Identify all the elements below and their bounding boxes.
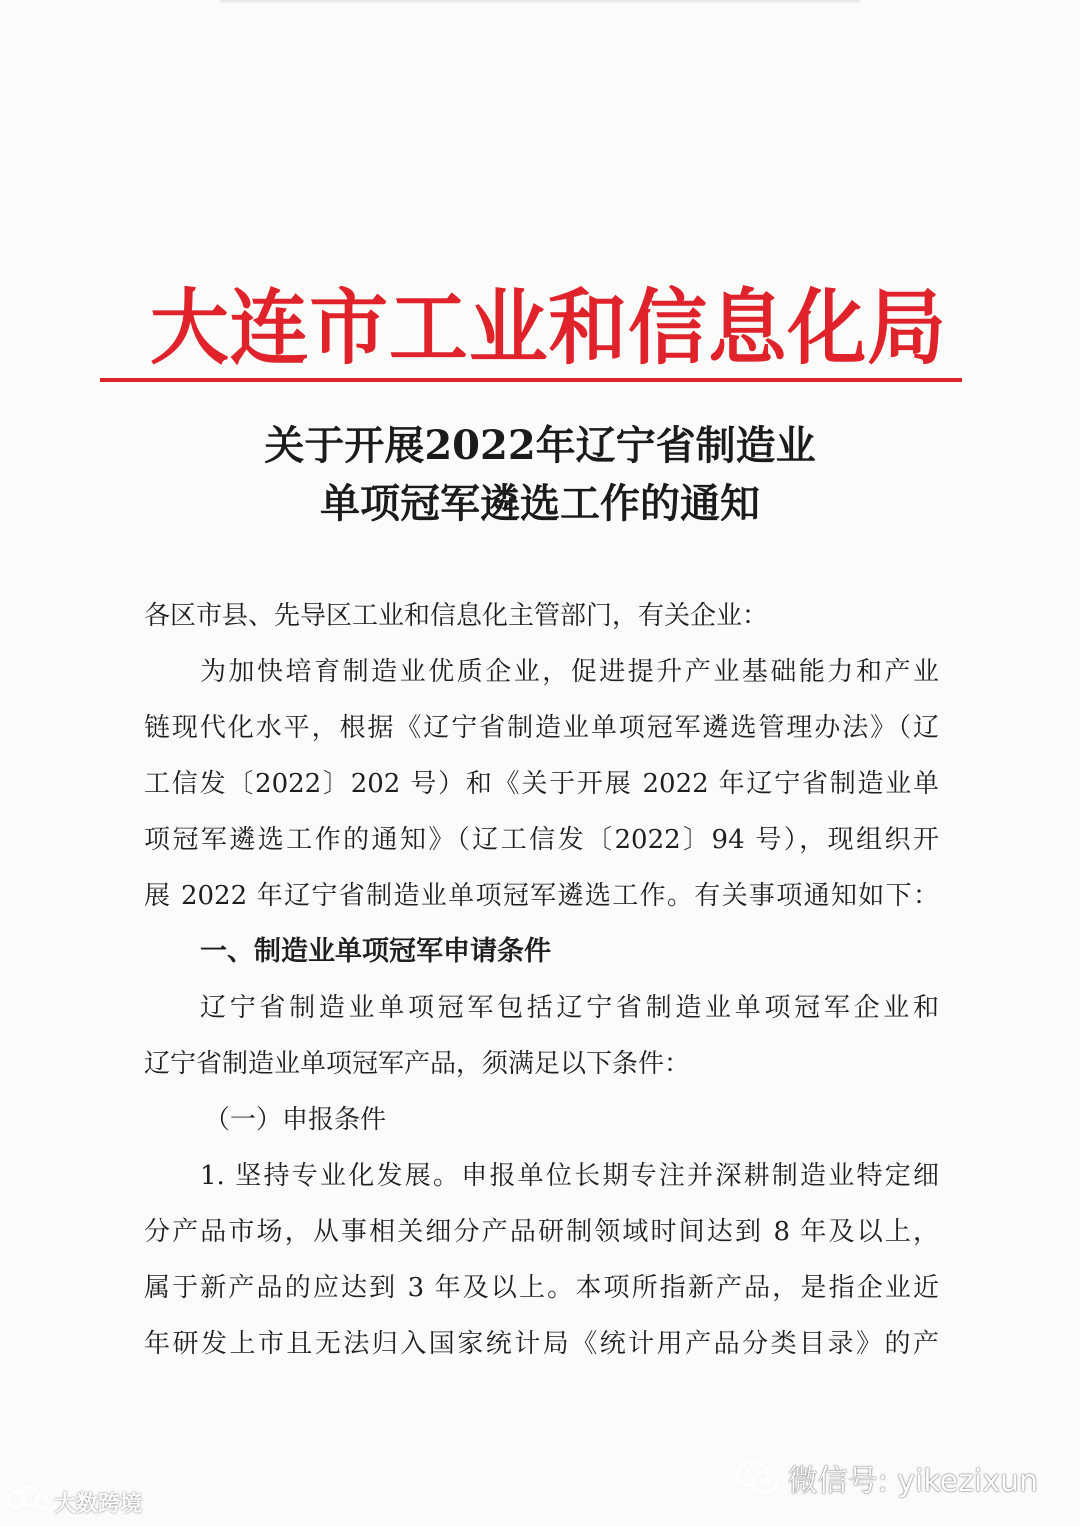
- para1-line-3: 工信发〔2022〕202 号）和《关于开展 2022 年辽宁省制造业单: [144, 769, 939, 799]
- masthead-title: 大连市工业和信息化局: [150, 280, 947, 376]
- subheading-1: （一）申报条件: [204, 1105, 387, 1135]
- wechat-watermark: [736, 1456, 1038, 1500]
- para3-line-4: 年研发上市且无法归入国家统计局《统计用产品分类目录》的产: [144, 1329, 939, 1359]
- masthead-red-rule: [100, 378, 962, 382]
- para3-line-1: 1. 坚持专业化发展。申报单位长期专注并深耕制造业特定细: [200, 1161, 939, 1191]
- para3-line-2: 分产品市场，从事相关细分产品研制领域时间达到 8 年及以上，: [144, 1217, 939, 1247]
- para2-line-2: 辽宁省制造业单项冠军产品，须满足以下条件：: [144, 1049, 691, 1079]
- page-top-edge: [220, 0, 860, 4]
- para2-line-1: 辽宁省制造业单项冠军包括辽宁省制造业单项冠军企业和: [200, 993, 939, 1023]
- wechat-icon: [736, 1460, 780, 1496]
- para1-line-1: 为加快培育制造业优质企业，促进提升产业基础能力和产业: [200, 657, 939, 687]
- para1-line-2: 链现代化水平，根据《辽宁省制造业单项冠军遴选管理办法》（辽: [144, 713, 939, 743]
- para3-line-3: 属于新产品的应达到 3 年及以上。本项所指新产品，是指企业近: [144, 1273, 939, 1303]
- wechat-id-label: 微信号: yikezixun: [787, 1464, 1038, 1499]
- brand-logo-watermark: [6, 1484, 142, 1520]
- brand-logo-label: 大数跨境: [54, 1491, 143, 1517]
- para1-line-4: 项冠军遴选工作的通知》（辽工信发〔2022〕94 号），现组织开: [144, 825, 939, 855]
- para1-line-5: 展 2022 年辽宁省制造业单项冠军遴选工作。有关事项通知如下：: [144, 881, 939, 911]
- bubble-logo-icon: [6, 1484, 50, 1520]
- document-title-line-1: 关于开展2022年辽宁省制造业: [264, 422, 816, 469]
- document-title-line-2: 单项冠军遴选工作的通知: [320, 480, 760, 527]
- section-heading-1: 一、制造业单项冠军申请条件: [200, 936, 551, 967]
- salutation: 各区市县、先导区工业和信息化主管部门，有关企业：: [144, 601, 769, 631]
